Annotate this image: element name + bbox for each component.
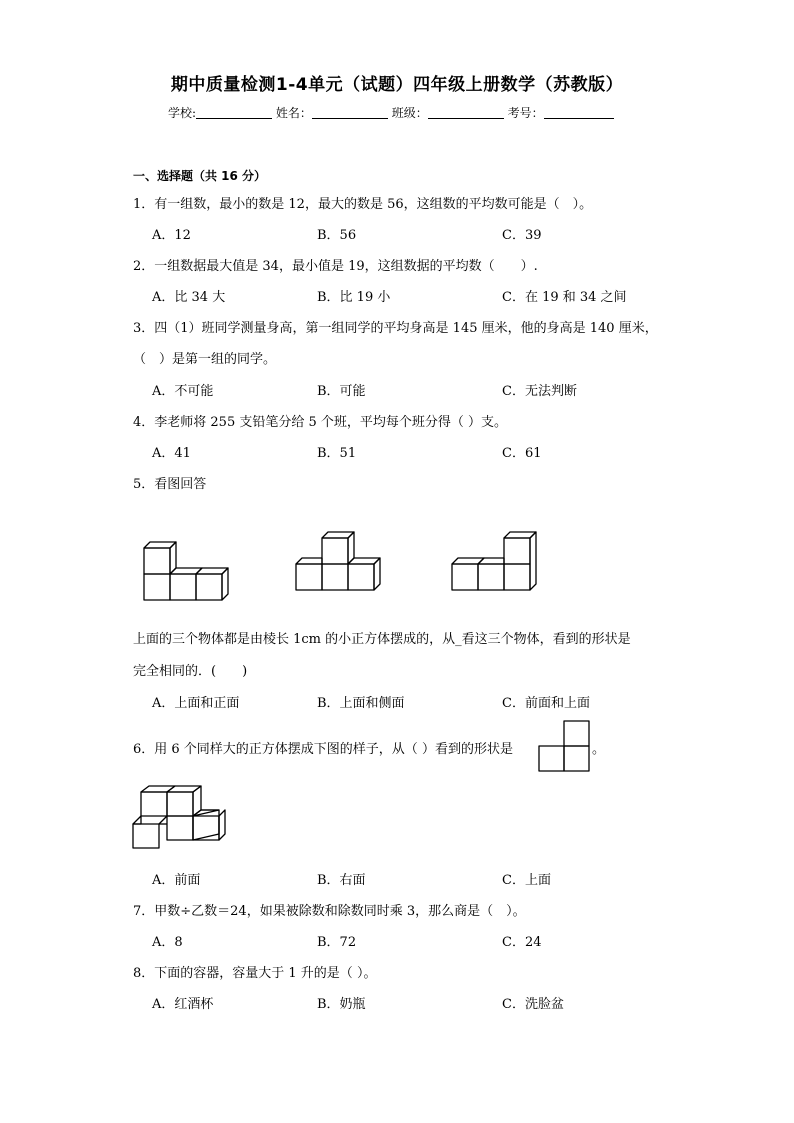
cube-figure-3	[450, 534, 542, 604]
q1-option-c[interactable]: C．39	[502, 228, 542, 243]
question-6-stem: 6．用 6 个同样大的正方体摆成下图的样子，从（ ）看到的形状是	[133, 742, 513, 757]
q5-option-a[interactable]: A．上面和正面	[152, 696, 240, 711]
q4-option-a[interactable]: A．41	[152, 446, 191, 461]
school-label: 学校:	[168, 106, 197, 120]
name-blank[interactable]	[312, 106, 388, 119]
q5-option-b[interactable]: B．上面和侧面	[317, 696, 405, 711]
page-title: 期中质量检测1-4单元（试题）四年级上册数学（苏教版）	[170, 75, 624, 95]
question-5-stem-cont2: 完全相同的．( )	[133, 664, 248, 679]
q8-option-c[interactable]: C．洗脸盆	[502, 997, 564, 1012]
question-3-stem: 3．四（1）班同学测量身高，第一组同学的平均身高是 145 厘米，他的身高是 140 厘米，	[133, 321, 658, 336]
q3-option-a[interactable]: A．不可能	[152, 384, 214, 399]
q6-option-b[interactable]: B．右面	[317, 873, 366, 888]
question-8-stem: 8．下面的容器，容量大于 1 升的是（ ）。	[133, 966, 377, 981]
q3-option-b[interactable]: B．可能	[317, 384, 366, 399]
q1-option-b[interactable]: B．56	[317, 228, 357, 243]
q7-option-a[interactable]: A．8	[152, 935, 183, 950]
q3-option-c[interactable]: C．无法判断	[502, 384, 577, 399]
cube-figure-6	[131, 784, 227, 854]
question-4-stem: 4．李老师将 255 支铅笔分给 5 个班，平均每个班分得（ ）支。	[133, 415, 508, 430]
q4-option-c[interactable]: C．61	[502, 446, 542, 461]
number-label: 考号：	[507, 106, 544, 120]
question-2-stem: 2．一组数据最大值是 34，最小值是 19，这组数据的平均数（ ）.	[133, 259, 538, 274]
q7-option-c[interactable]: C．24	[502, 935, 542, 950]
cube-figure-2	[294, 534, 386, 604]
q8-option-b[interactable]: B．奶瓶	[317, 997, 366, 1012]
view-shape-figure	[539, 720, 593, 774]
q1-option-a[interactable]: A．12	[152, 228, 191, 243]
number-blank[interactable]	[544, 106, 614, 119]
section-heading: 一、选择题（共 16 分）	[133, 169, 267, 183]
name-label: 姓名：	[275, 106, 312, 120]
student-info-line	[168, 104, 614, 121]
school-blank[interactable]	[196, 106, 272, 119]
question-3-stem-cont: （ ）是第一组的同学。	[133, 352, 277, 367]
q6-option-c[interactable]: C．上面	[502, 873, 551, 888]
q2-option-a[interactable]: A．比 34 大	[152, 290, 226, 305]
q5-option-c[interactable]: C．前面和上面	[502, 696, 590, 711]
q2-option-b[interactable]: B．比 19 小	[317, 290, 391, 305]
q8-option-a[interactable]: A．红酒杯	[152, 997, 214, 1012]
question-6-stem-end: 。	[592, 742, 606, 757]
q4-option-b[interactable]: B．51	[317, 446, 357, 461]
question-1-stem: 1．有一组数，最小的数是 12，最大的数是 56，这组数的平均数可能是（ ）。	[133, 197, 593, 212]
q6-option-a[interactable]: A．前面	[152, 873, 201, 888]
question-5-stem-cont: 上面的三个物体都是由棱长 1cm 的小正方体摆成的，从_看这三个物体，看到的形状是	[133, 632, 631, 647]
question-7-stem: 7．甲数÷乙数＝24，如果被除数和除数同时乘 3，那么商是（ ）。	[133, 904, 526, 919]
class-blank[interactable]	[428, 106, 504, 119]
class-label: 班级：	[391, 106, 428, 120]
cube-figure-1	[140, 536, 232, 604]
q7-option-b[interactable]: B．72	[317, 935, 357, 950]
q2-option-c[interactable]: C．在 19 和 34 之间	[502, 290, 627, 305]
question-5-stem: 5．看图回答	[133, 477, 207, 492]
